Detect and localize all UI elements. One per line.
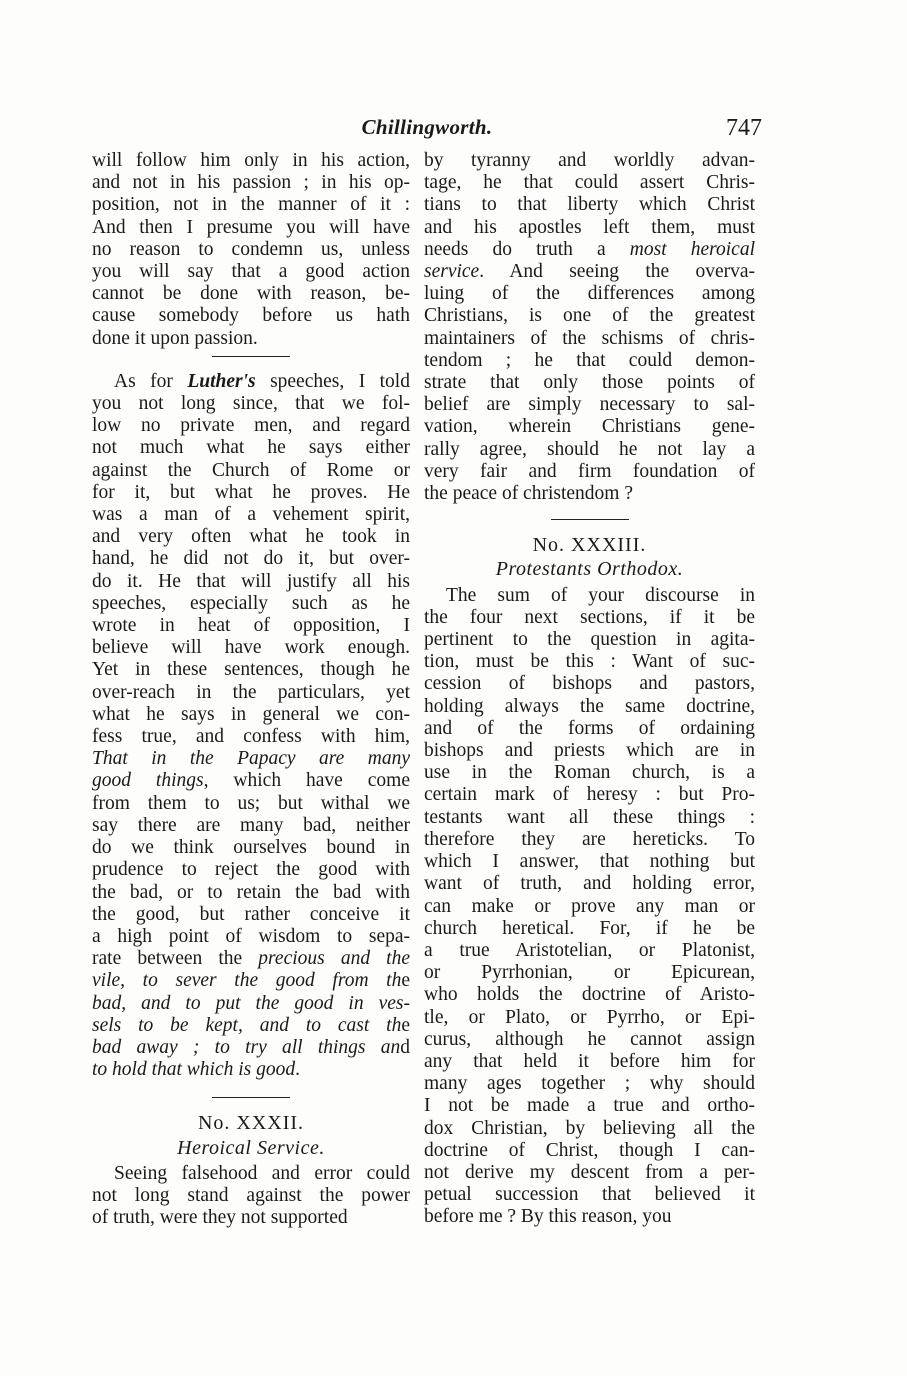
text-line: That in the Papacy are many [92, 748, 410, 770]
text-line: cannot be done with reason, be- [92, 283, 410, 305]
text-line: what he says in general we con- [92, 703, 410, 725]
text-line: the good, but rather conceive it [92, 903, 410, 925]
text-line: will follow him only in his action, [92, 150, 410, 171]
text-line: the four next sections, if it be [424, 606, 755, 628]
text-line: and very often what he took in [92, 526, 410, 548]
text-line: certain mark of heresy : but Pro- [424, 784, 755, 806]
text-line: over-reach in the particulars, yet [92, 681, 410, 703]
text-line: wrote in heat of opposition, I [92, 615, 410, 637]
text-line: cause somebody before us hath [92, 305, 410, 327]
paragraph-heroical-service [92, 1163, 410, 1230]
text-line: dox Christian, by believing all the [424, 1117, 755, 1139]
text-line: you not long since, that we fol- [92, 393, 410, 415]
text-line: you will say that a good action [92, 261, 410, 283]
text-line: done it upon passion. [92, 327, 258, 349]
text-line: good things, which have come [92, 770, 410, 792]
text-line: bad, and to put the good in ves- [92, 992, 410, 1014]
text-line: any that held it before him for [424, 1050, 755, 1072]
paragraph-passion [92, 150, 410, 350]
text-line: can make or prove any man or [424, 895, 755, 917]
text-line: say there are many bad, neither [92, 814, 410, 836]
text-line: not long stand against the power [92, 1184, 410, 1206]
text-line: strate that only those points of [424, 372, 755, 394]
text-line: hand, he did not do it, but over- [92, 548, 410, 570]
text-line: want of truth, and holding error, [424, 873, 755, 895]
text-line: cession of bishops and pastors, [424, 673, 755, 695]
text-line: do it. He that will justify all his [92, 570, 410, 592]
text-line: tians to that liberty which Christ [424, 194, 755, 216]
text-line: testants want all these things : [424, 806, 755, 828]
text-line: very fair and firm foundation of [424, 460, 755, 482]
text-line: to hold that which is good. [92, 1059, 301, 1081]
text-line: no reason to condemn us, unless [92, 238, 410, 260]
text-line: holding always the same doctrine, [424, 695, 755, 717]
text-segment: speeches, I told [255, 370, 410, 392]
text-line: bad away ; to try all things and [92, 1036, 410, 1058]
text-line: do we think ourselves bound in [92, 837, 410, 859]
text-line: many ages together ; why should [424, 1073, 755, 1095]
text-line: bishops and priests which are in [424, 740, 755, 762]
paragraph-luther [92, 371, 410, 1082]
paragraph-tyranny [424, 150, 755, 505]
text-line: I not be made a true and ortho- [424, 1095, 755, 1117]
section-heading-title: Heroical Service. [177, 1136, 325, 1159]
text-line: and his apostles left them, must [424, 216, 755, 238]
text-line: or Pyrrhonian, or Epicurean, [424, 962, 755, 984]
text-line: position, not in the manner of it : [92, 194, 410, 216]
text-line: service. And seeing the overva- [424, 261, 755, 283]
right-column [424, 150, 755, 1229]
text-segment: As for [114, 370, 188, 392]
text-line: tle, or Plato, or Pyrrho, or Epi- [424, 1006, 755, 1028]
text-line: maintainers of the schisms of chris- [424, 327, 755, 349]
text-line: rally agree, should he not lay a [424, 438, 755, 460]
text-line: for it, but what he proves. He [92, 481, 410, 503]
text-line: a high point of wisdom to sepa- [92, 925, 410, 947]
page-number: 747 [726, 115, 762, 141]
text-line: And then I presume you will have [92, 216, 410, 238]
text-line: tage, he that could assert Chris- [424, 172, 755, 194]
text-line: doctrine of Christ, though I can- [424, 1139, 755, 1161]
text-line: the peace of christendom ? [424, 483, 633, 505]
section-divider [551, 519, 629, 520]
text-line: the bad, or to retain the bad with [92, 881, 410, 903]
text-line: petual succession that believed it [424, 1184, 755, 1206]
text-line: not derive my descent from a per- [424, 1161, 755, 1183]
text-line: by tyranny and worldly advan- [424, 150, 755, 171]
text-line [92, 371, 410, 393]
text-line: Christians, is one of the greatest [424, 305, 755, 327]
text-segment: Luther's [187, 370, 256, 392]
text-line: vation, wherein Christians gene- [424, 416, 755, 438]
text-line: low no private men, and regard [92, 415, 410, 437]
text-line: luing of the differences among [424, 283, 755, 305]
section-heading-number: No. XXXIII. [532, 534, 647, 557]
text-line: belief are simply necessary to sal- [424, 394, 755, 416]
text-line: not much what he says either [92, 437, 410, 459]
text-line: vile, to sever the good from the [92, 970, 410, 992]
text-line: from them to us; but withal we [92, 792, 410, 814]
text-line: believe will have work enough. [92, 637, 410, 659]
running-title: Chillingworth. [361, 115, 493, 139]
text-line: and not in his passion ; in his op- [92, 172, 410, 194]
text-line: was a man of a vehement spirit, [92, 504, 410, 526]
section-divider [212, 1097, 290, 1098]
text-line: and of the forms of ordaining [424, 717, 755, 739]
paragraph-protestants-orthodox [424, 585, 755, 1229]
text-line: prudence to reject the good with [92, 859, 410, 881]
text-line: rate between the precious and the [92, 948, 410, 970]
text-line: which I answer, that nothing but [424, 851, 755, 873]
text-line: speeches, especially such as he [92, 592, 410, 614]
text-line: who holds the doctrine of Aristo- [424, 984, 755, 1006]
text-line: use in the Roman church, is a [424, 762, 755, 784]
text-line: tendom ; he that could demon- [424, 349, 755, 371]
section-heading-number: No. XXXII. [197, 1112, 305, 1135]
text-line: The sum of your discourse in [446, 584, 755, 606]
left-column [92, 150, 410, 1229]
section-heading-title: Protestants Orthodox. [495, 558, 684, 581]
text-line: needs do truth a most heroical [424, 238, 755, 260]
page-header [92, 115, 762, 145]
text-line: Seeing falsehood and error could [114, 1162, 410, 1184]
text-line: pertinent to the question in agita- [424, 629, 755, 651]
text-line: against the Church of Rome or [92, 459, 410, 481]
section-divider [212, 356, 290, 357]
text-line: curus, although he cannot assign [424, 1028, 755, 1050]
text-line: a true Aristotelian, or Platonist, [424, 939, 755, 961]
text-line: tion, must be this : Want of suc- [424, 651, 755, 673]
text-line: therefore they are hereticks. To [424, 828, 755, 850]
text-line: sels to be kept, and to cast the [92, 1014, 410, 1036]
text-line: before me ? By this reason, you [424, 1206, 672, 1228]
text-line: of truth, were they not supported [92, 1207, 348, 1229]
text-line: church heretical. For, if he be [424, 917, 755, 939]
text-line: fess true, and confess with him, [92, 726, 410, 748]
text-line: Yet in these sentences, though he [92, 659, 410, 681]
